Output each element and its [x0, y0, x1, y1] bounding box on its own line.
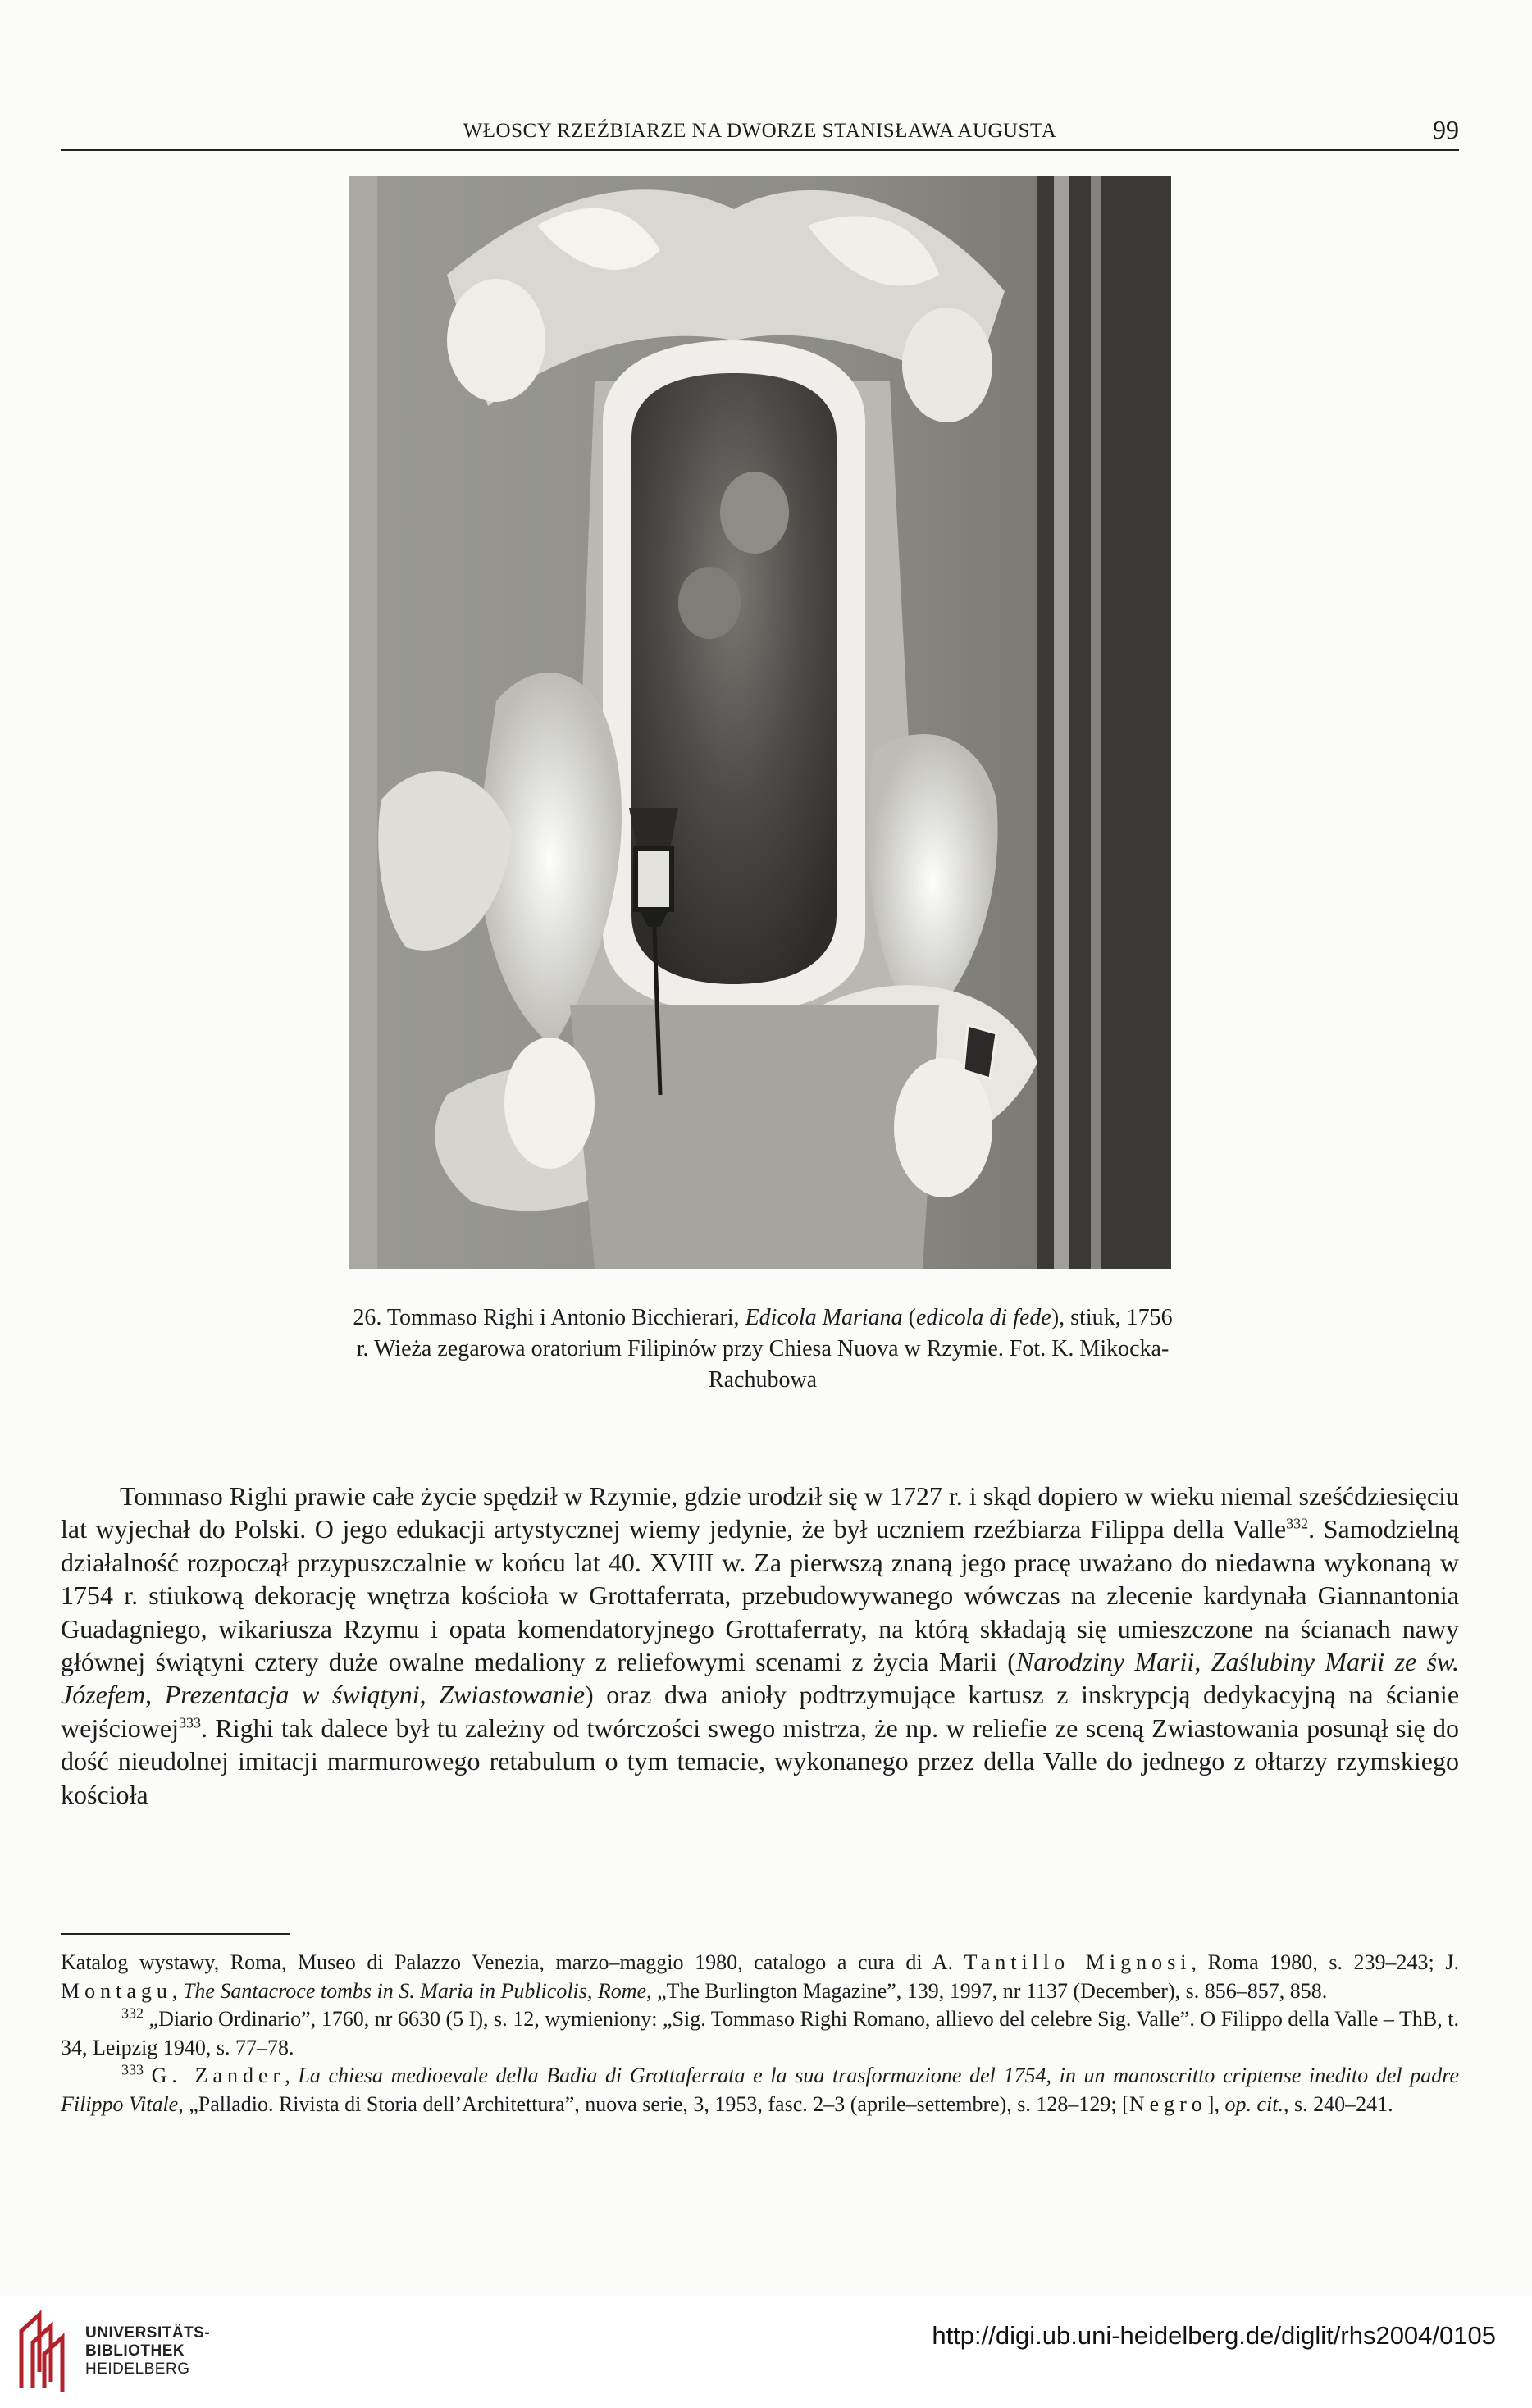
- library-name: UNIVERSITÄTS- BIBLIOTHEK HEIDELBERG: [85, 2324, 211, 2378]
- caption-title: Edicola Mariana: [745, 1305, 903, 1330]
- edicola-photo-illustration: [349, 176, 1171, 1269]
- footnote-ref-332[interactable]: 332: [1286, 1515, 1309, 1532]
- running-title: WŁOSCY RZEŹBIARZE NA DWORZE STANISŁAWA AUGUSTA: [463, 120, 1057, 142]
- footnotes: [61, 1949, 1459, 2118]
- footer: [0, 2296, 1532, 2408]
- caption-lead: 26. Tommaso Righi i Antonio Bicchierari,: [353, 1305, 745, 1330]
- figure-caption: [353, 1302, 1173, 1396]
- caption-title-alt: edicola di fede: [915, 1305, 1051, 1330]
- body-text: [61, 1480, 1459, 1811]
- caption-rest: ), stiuk, 1756 r. Wieża zegarowa oratorium Filipinów przy Chiesa Nuova w Rzymie. Fot. K. Mikocka-Rachubowa: [356, 1305, 1173, 1393]
- footnote-ref-333[interactable]: 333: [178, 1714, 201, 1731]
- footnote-332: $^{332}$ „Diario Ordinario”, 1760, nr 6630 (5 I), s. 12, wymieniony: „Sig. Tommaso Righi Romano, allievo del celebre Sig. Valle”. O Filippo della Valle – ThB, t. 34, Leipzig 1940, s. 77–78.: [61, 2004, 1459, 2059]
- header-rule: [61, 149, 1459, 151]
- source-url-link[interactable]: http://digi.ub.uni-heidelberg.de/diglit/rhs2004/0105: [932, 2321, 1496, 2350]
- footnote-333: $^{333}$ G. Zander, La chiesa medioevale della Badia di Grottaferrata e la sua trasformazione del 1754, in un manoscritto criptense inedito del padre Filippo Vitale, „Palladio. Rivista di Storia dell’Architettura”, nuova serie, 3, 1953, fasc. 2–3 (aprile–settembre), s. 128–129; [Negro], op. cit., s. 240–241.: [61, 2061, 1459, 2116]
- figure-photo: [349, 176, 1171, 1269]
- body-paragraph: Tommaso Righi prawie całe życie spędził w Rzymie, gdzie urodził się w 1727 r. i skąd dopiero w wieku niemal sześćdziesięciu lat wyjechał do Polski. O jego edukacji artystycznej wiemy jedynie, że był uczniem rzeźbiarza Filippa della Valle$^{332}$. Samodzielną działalność rozpoczął przypuszczalnie w końcu lat 40. XVIII w. Za pierwszą znaną jego pracę uważano do niedawna wykonaną w 1754 r. stiukową dekorację wnętrza kościoła w Grottaferrata, przebudowywanego wówczas na zlecenie kardynała Giannantonia Guadagniego, wikariusza Rzymu i opata komendatoryjnego Grottaferraty, na którą składają się umieszczone na ścianach nawy głównej świątyni cztery duże owalne medaliony z reliefowymi scenami z życia Marii (Narodziny Marii, Zaślubiny Marii ze św. Józefem, Prezentacja w świątyni, Zwiastowanie) oraz dwa anioły podtrzymujące kartusz z inskrypcją dedykacyjną na ścianie wejściowej$^{333}$. Righi tak dalece był tu zależny od twórczości swego mistrza, że np. w reliefie ze sceną Zwiastowania posunął się do dość nieudolnej imitacji marmurowego retabulum o tym temacie, wykonanego przez della Valle do jednego z ołtarzy rzymskiego kościoła: [61, 1481, 1460, 1809]
- footnote-continuation: Katalog wystawy, Roma, Museo di Palazzo Venezia, marzo–maggio 1980, catalogo a cura di A. Tantillo Mignosi, Roma 1980, s. 239–243; J. Montagu, The Santacroce tombs in S. Maria in Publicolis, Rome, „The Burlington Magazine”, 139, 1997, nr 1137 (December), s. 856–857, 858.: [61, 1950, 1460, 2003]
- footnote-rule: [61, 1933, 290, 1935]
- library-logo-icon: [15, 2306, 76, 2397]
- caption-paren: (: [902, 1305, 916, 1330]
- page-number: 99: [1433, 115, 1459, 144]
